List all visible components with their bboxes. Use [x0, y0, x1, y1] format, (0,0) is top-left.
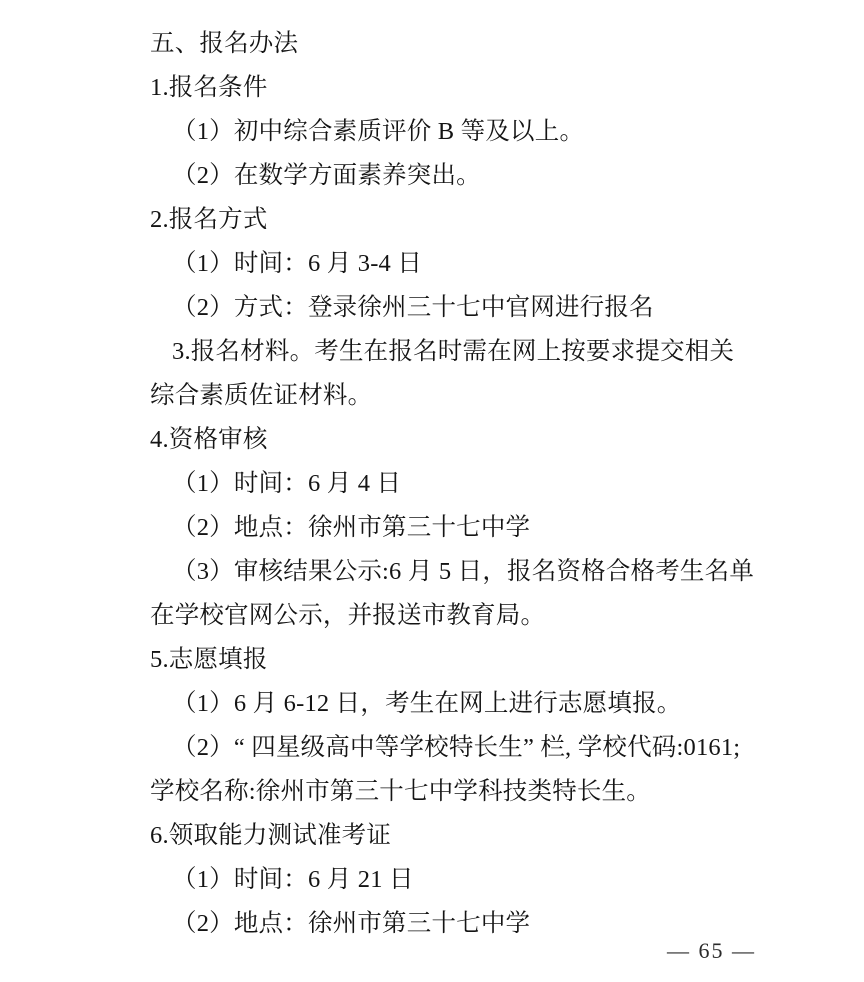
paragraph-method-time: （1）时间：6 月 3-4 日 [172, 250, 423, 277]
paragraph-qualification-review: 4.资格审核 [150, 426, 268, 453]
paragraph-review-results: （3）审核结果公示:6 月 5 日，报名资格合格考生名单在学校官网公示，并报送市教育局。 [150, 558, 755, 629]
section-heading: 五、报名办法 [150, 30, 299, 57]
paragraph-review-time: （1）时间：6 月 4 日 [172, 470, 402, 497]
paragraph-ticket-location: （2）地点：徐州市第三十七中学 [172, 910, 531, 937]
page-number: — 65 — [667, 938, 756, 963]
paragraph-volunteer-column: （2）“ 四星级高中等学校特长生” 栏, 学校代码:0161;学校名称:徐州市第三十七中学科技类特长生。 [150, 734, 741, 805]
paragraph-admission-ticket: 6.领取能力测试准考证 [150, 822, 392, 849]
paragraph-volunteer-filling: 5.志愿填报 [150, 646, 268, 673]
paragraph-condition-1: （1）初中综合素质评价 B 等及以上。 [172, 118, 585, 145]
paragraph-condition-2: （2）在数学方面素养突出。 [172, 162, 481, 189]
paragraph-registration-method: 2.报名方式 [150, 206, 268, 233]
paragraph-volunteer-time: （1）6 月 6-12 日，考生在网上进行志愿填报。 [172, 690, 682, 717]
paragraph-review-location: （2）地点：徐州市第三十七中学 [172, 514, 531, 541]
paragraph-registration-materials: 3.报名材料。考生在报名时需在网上按要求提交相关综合素质佐证材料。 [150, 338, 735, 409]
document-body [150, 22, 756, 946]
paragraph-method-channel: （2）方式：登录徐州三十七中官网进行报名 [172, 294, 654, 321]
paragraph-registration-conditions: 1.报名条件 [150, 74, 268, 101]
paragraph-ticket-time: （1）时间：6 月 21 日 [172, 866, 414, 893]
